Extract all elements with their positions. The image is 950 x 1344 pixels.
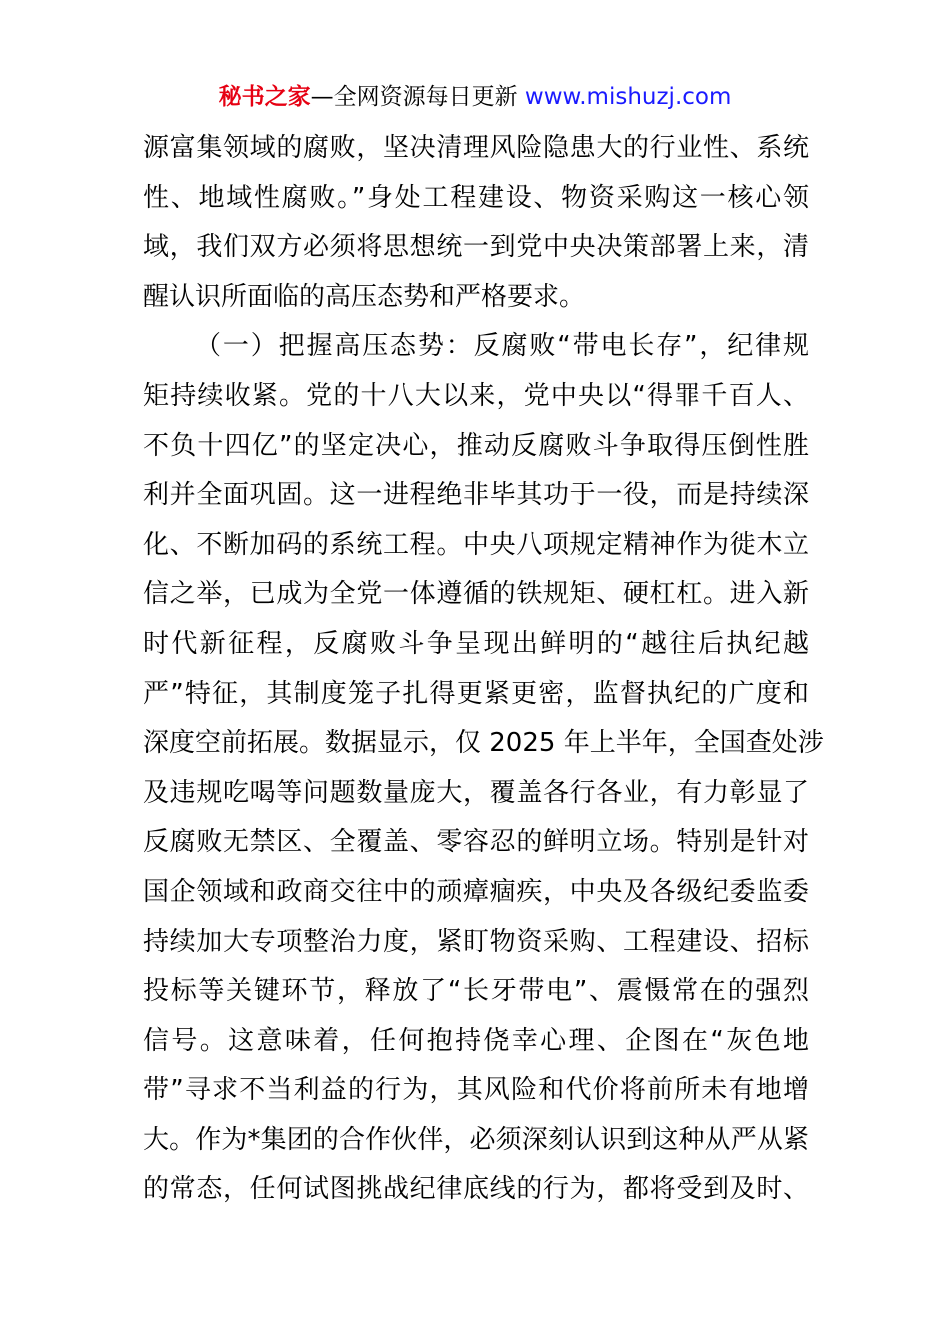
site-brand: 秘书之家 [218, 84, 311, 110]
text-line: 信之举，已成为全党一体遵循的铁规矩、硬杠杠。进入新 [143, 579, 809, 610]
text-line: 带”寻求不当利益的行为，其风险和代价将前所未有地增 [143, 1075, 809, 1106]
paragraph-1 [143, 124, 809, 322]
text-line: 时代新征程，反腐败斗争呈现出鲜明的“越往后执纪越 [143, 628, 809, 659]
text-line: 严”特征，其制度笼子扎得更紧更密，监督执纪的广度和 [143, 678, 809, 709]
text-line: 大。作为*集团的合作伙伴，必须深刻认识到这种从严从紧 [143, 1124, 809, 1155]
site-url-link[interactable]: www.mishuzj.com [524, 84, 732, 110]
text-line: 投标等关键环节，释放了“长牙带电”、震慑常在的强烈 [143, 976, 809, 1007]
site-tagline: —全网资源每日更新 [310, 84, 525, 110]
text-line: 不负十四亿”的坚定决心，推动反腐败斗争取得压倒性胜 [143, 430, 809, 461]
text-line: 源富集领域的腐败，坚决清理风险隐患大的行业性、系统 [143, 133, 809, 163]
text-line: 矩持续收紧。党的十八大以来，党中央以“得罪千百人、 [143, 380, 809, 411]
text-line: 醒认识所面临的高压态势和严格要求。 [143, 281, 586, 312]
text-line: 的常态，任何试图挑战纪律底线的行为，都将受到及时、 [143, 1174, 809, 1205]
text-line: 持续加大专项整治力度，紧盯物资采购、工程建设、招标 [143, 926, 809, 957]
text-line: 深度空前拓展。数据显示，仅 2025 年上半年，全国查处涉 [143, 728, 824, 759]
text-line: 国企领域和政商交往中的顽瘴痼疾，中央及各级纪委监委 [143, 876, 809, 907]
document-body [143, 124, 824, 1215]
paragraph-2 [143, 322, 824, 1215]
text-line: 利并全面巩固。这一进程绝非毕其功于一役，而是持续深 [143, 480, 809, 511]
text-line: 化、不断加码的系统工程。中央八项规定精神作为徙木立 [143, 529, 809, 560]
site-header [0, 80, 950, 114]
text-line: （一）把握高压态势：反腐败“带电长存”，纪律规 [195, 331, 809, 362]
text-line: 性、地域性腐败。”身处工程建设、物资采购这一核心领 [143, 182, 809, 213]
text-line: 域，我们双方必须将思想统一到党中央决策部署上来，清 [143, 232, 809, 263]
text-line: 信号。这意味着，任何抱持侥幸心理、企图在“灰色地 [143, 1025, 809, 1056]
text-line: 反腐败无禁区、全覆盖、零容忍的鲜明立场。特别是针对 [143, 827, 809, 858]
text-line: 及违规吃喝等问题数量庞大，覆盖各行各业，有力彰显了 [143, 777, 809, 808]
